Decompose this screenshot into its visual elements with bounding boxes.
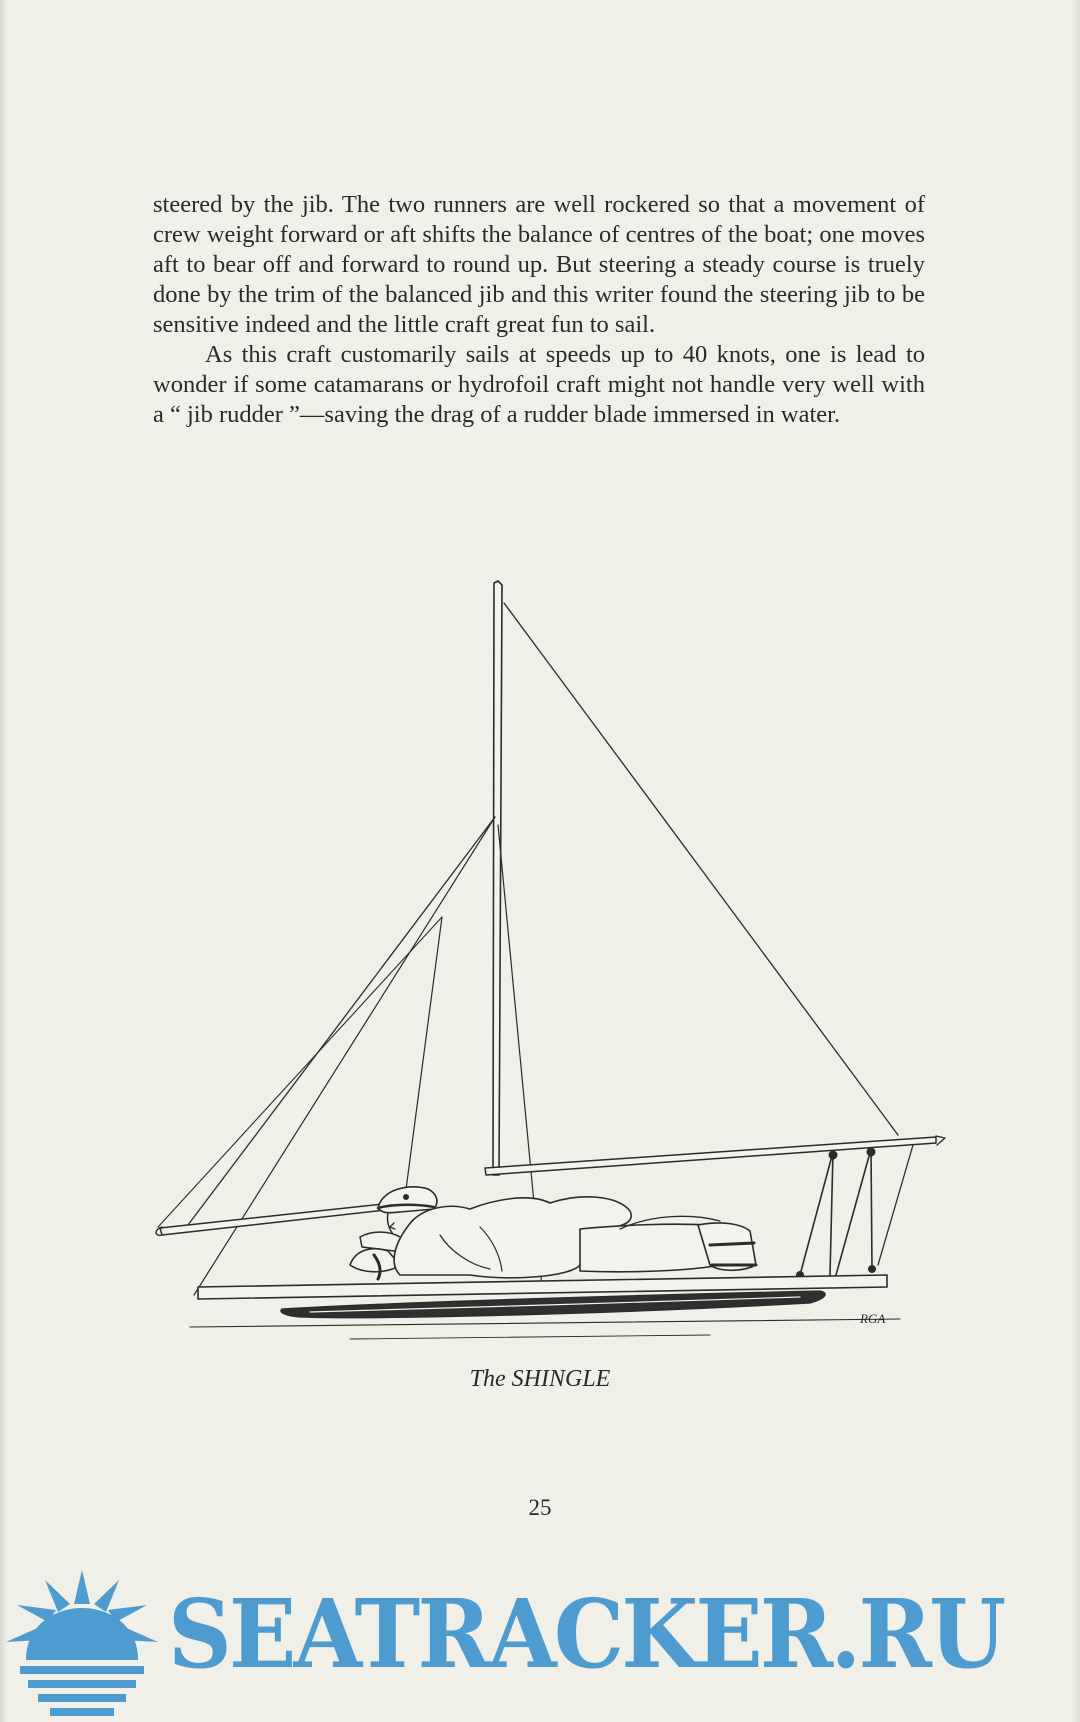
- page-right-edge: [1072, 0, 1080, 1722]
- crew-cap: [378, 1187, 437, 1213]
- page-left-edge: [0, 0, 6, 1722]
- caption-name: SHINGLE: [511, 1366, 611, 1392]
- strut-4: [871, 1149, 872, 1269]
- strut-2: [830, 1152, 833, 1275]
- strut-1: [800, 1152, 833, 1275]
- sun-logo-icon: [2, 1560, 162, 1720]
- caption-article: The: [469, 1366, 506, 1392]
- body-text: [153, 190, 925, 430]
- mast: [493, 581, 502, 1175]
- shroud-1: [405, 917, 442, 1197]
- shroud-1b: [158, 917, 442, 1227]
- jib-luff: [188, 817, 495, 1225]
- artist-signature: RGA: [860, 1311, 886, 1326]
- strut-5: [878, 1145, 913, 1265]
- strut-3: [836, 1149, 871, 1275]
- ice-yacht-illustration: [150, 575, 950, 1345]
- forestay: [504, 603, 898, 1135]
- boom: [160, 1202, 403, 1235]
- bowsprit-tip: [936, 1136, 945, 1145]
- page-number: 25: [528, 1495, 552, 1520]
- crew-legs: [580, 1224, 720, 1272]
- illustration-caption: [0, 1366, 1080, 1393]
- watermark: [0, 1560, 1080, 1722]
- paragraph-1: steered by the jib. The two runners are well rockered so that a movement of crew weight forward or aft shifts the balance of centres of the boat; one moves aft to bear off and forward to round up. But steering a steady course is truely done by the trim of the balanced jib and this writer found the steering jib to be sensitive indeed and the little craft great fun to sail.: [153, 191, 925, 338]
- watermark-text: SEATRACKER.RU: [168, 1579, 1004, 1690]
- paragraph-2: As this craft customarily sails at speeds up to 40 knots, one is lead to wonder if some catamarans or hydrofoil craft might not handle very well with a “ jib rudder ”—saving the drag of a rudder blade immersed in water.: [153, 341, 925, 428]
